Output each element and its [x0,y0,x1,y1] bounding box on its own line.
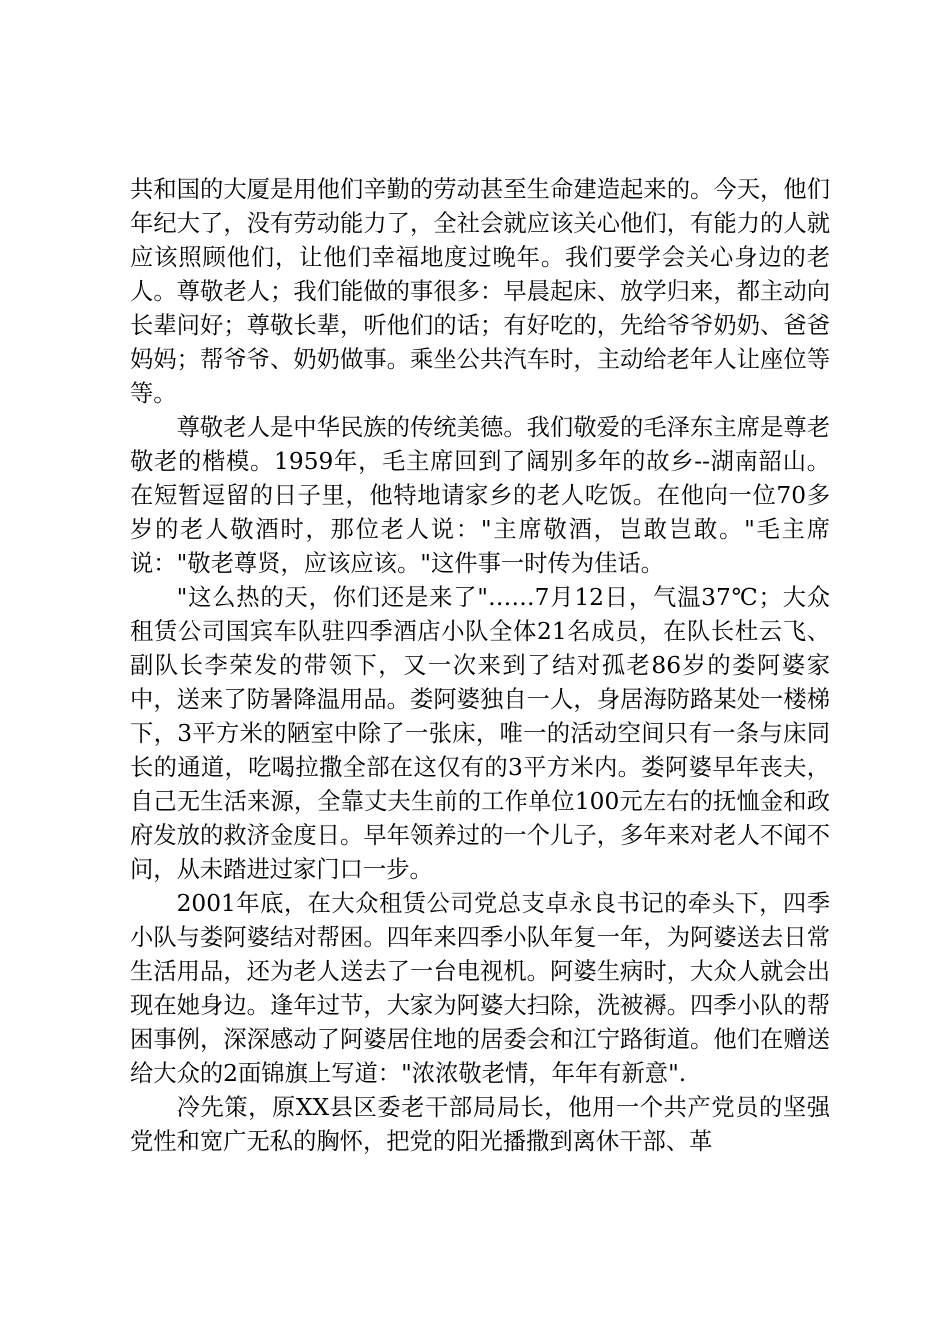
paragraph-3: "这么热的天，你们还是来了"……7月12日，气温37℃；大众租赁公司国宾车队驻四季酒店小队全体21名成员，在队长杜云飞、副队长李荣发的带领下，又一次来到了结对孤老86岁的娄阿婆家中，送来了防暑降温用品。娄阿婆独自一人，身居海防路某处一楼梯下，3平方米的陋室中除了一张床，唯一的活动空间只有一条与床同长的通道，吃喝拉撒全部在这仅有的3平方米内。娄阿婆早年丧夫，自己无生活来源，全靠丈夫生前的工作单位100元左右的抚恤金和政府发放的救济金度日。早年领养过的一个儿子，多年来对老人不闻不问，从未踏进过家门口一步。 [130,584,830,883]
document-page [130,173,830,1159]
paragraph-4: 2001年底，在大众租赁公司党总支卓永良书记的牵头下，四季小队与娄阿婆结对帮困。四年来四季小队年复一年，为阿婆送去日常生活用品，还为老人送去了一台电视机。阿婆生病时，大众人就会出现在她身边。逢年过节，大家为阿婆大扫除，洗被褥。四季小队的帮困事例，深深感动了阿婆居住地的居委会和江宁路街道。他们在赠送给大众的2面锦旗上写道："浓浓敬老情，年年有新意". [130,890,830,1087]
paragraph-1: 共和国的大厦是用他们辛勤的劳动甚至生命建造起来的。今天，他们年纪大了，没有劳动能力了，全社会就应该关心他们，有能力的人就应该照顾他们，让他们幸福地度过晚年。我们要学会关心身边的老人。尊敬老人；我们能做的事很多：早晨起床、放学归来，都主动向长辈问好；尊敬长辈，听他们的话；有好吃的，先给爷爷奶奶、爸爸妈妈；帮爷爷、奶奶做事。乘坐公共汽车时，主动给老年人让座位等等。 [130,176,830,407]
paragraph-2: 尊敬老人是中华民族的传统美德。我们敬爱的毛泽东主席是尊老敬老的楷模。1959年，毛主席回到了阔别多年的故乡--湖南韶山。在短暂逗留的日子里，他特地请家乡的老人吃饭。在他向一位70多岁的老人敬酒时，那位老人说："主席敬酒，岂敢岂敢。"毛主席说："敬老尊贤，应该应该。"这件事一时传为佳话。 [130,414,830,577]
paragraph-5: 冷先策，原XX县区委老干部局局长，他用一个共产党员的坚强党性和宽广无私的胸怀，把党的阳光播撒到离休干部、革 [130,1094,830,1155]
